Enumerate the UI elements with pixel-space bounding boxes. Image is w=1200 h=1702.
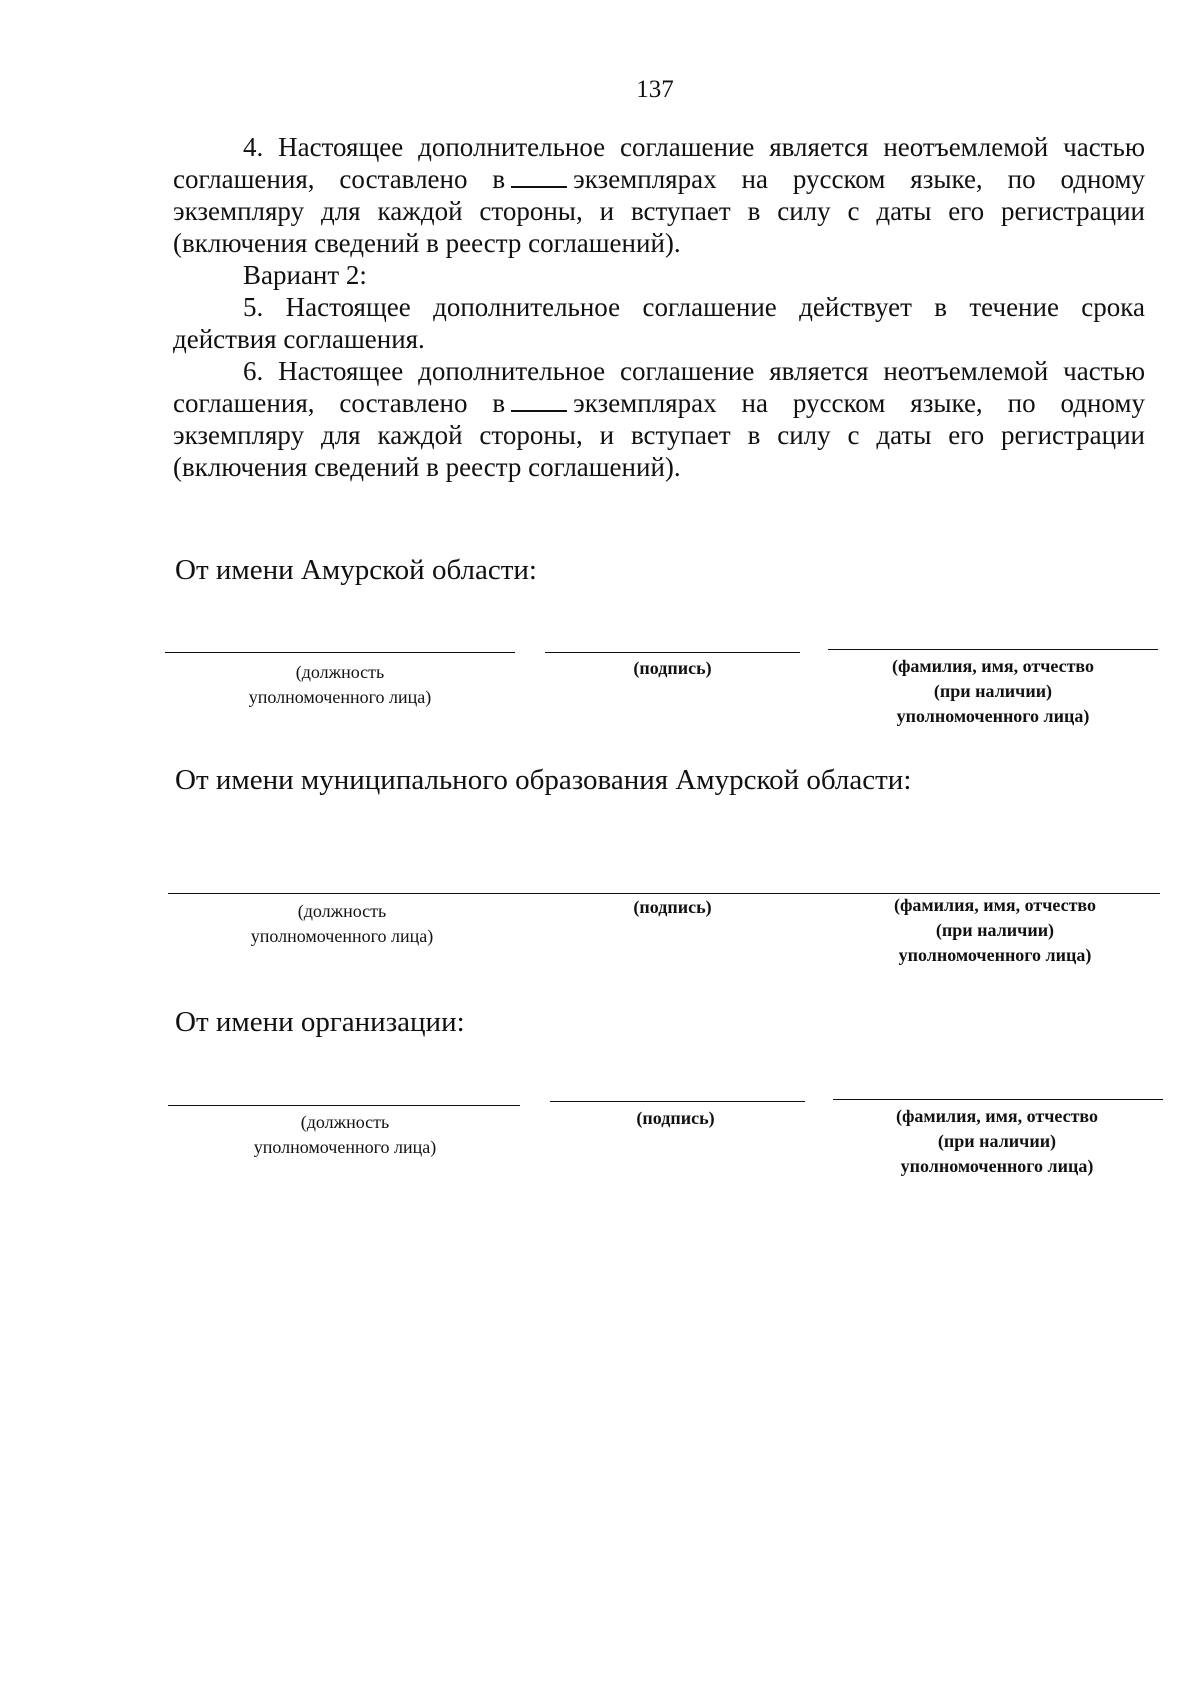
- signature-line: [545, 652, 800, 653]
- name-caption: (фамилия, имя, отчество (при наличии) уполномоченного лица): [891, 656, 1095, 726]
- copies-count-blank: [511, 166, 567, 188]
- signature-caption: (подпись): [633, 658, 712, 678]
- name-caption: (фамилия, имя, отчество (при наличии) уполномоченного лица): [893, 895, 1097, 965]
- position-signature-line: [165, 652, 515, 653]
- page-number: 137: [636, 76, 674, 103]
- paragraph-5: 5. Настоящее дополнительное соглашение действует в течение срока действия соглашения.: [173, 292, 1145, 354]
- paragraph-4-part2: экземплярах на русском языке, по одному экземпляру для каждой стороны, и вступает в силу с даты его регистрации (включения сведений в реестр соглашений).: [173, 164, 1145, 258]
- paragraph-6-part2: экземплярах на русском языке, по одному экземпляру для каждой стороны, и вступает в силу с даты его регистрации (включения сведений в реестр соглашений).: [173, 388, 1145, 482]
- paragraph-6-part1: 6. Настоящее дополнительное соглашение является неотъемлемой частью соглашения, составлено в: [173, 356, 1145, 418]
- name-signature-line: [833, 1099, 1163, 1100]
- document-body: [173, 131, 1145, 483]
- position-caption: (должность уполномоченного лица): [253, 1112, 437, 1157]
- position-caption: (должность уполномоченного лица): [250, 901, 434, 946]
- paragraph-4-part1: 4. Настоящее дополнительное соглашение является неотъемлемой частью соглашения, составлено в: [173, 132, 1145, 194]
- signature-line: [550, 1101, 805, 1102]
- name-caption: (фамилия, имя, отчество (при наличии) уполномоченного лица): [895, 1106, 1099, 1176]
- position-caption: (должность уполномоченного лица): [248, 662, 432, 707]
- paragraph-6: [173, 355, 1145, 483]
- party-heading-municipality: От имени муниципального образования Амурской области:: [175, 764, 912, 796]
- signature-caption: (подпись): [636, 1108, 715, 1128]
- party-heading-organization: От имени организации:: [175, 1006, 465, 1038]
- signature-caption: (подпись): [633, 897, 712, 917]
- variant-label: Вариант 2:: [243, 260, 367, 290]
- position-signature-line: [168, 1105, 520, 1106]
- copies-count-blank: [511, 390, 567, 412]
- paragraph-4: [173, 131, 1145, 259]
- name-signature-line: [828, 649, 1158, 650]
- party-heading-amur-region: От имени Амурской области:: [175, 554, 537, 586]
